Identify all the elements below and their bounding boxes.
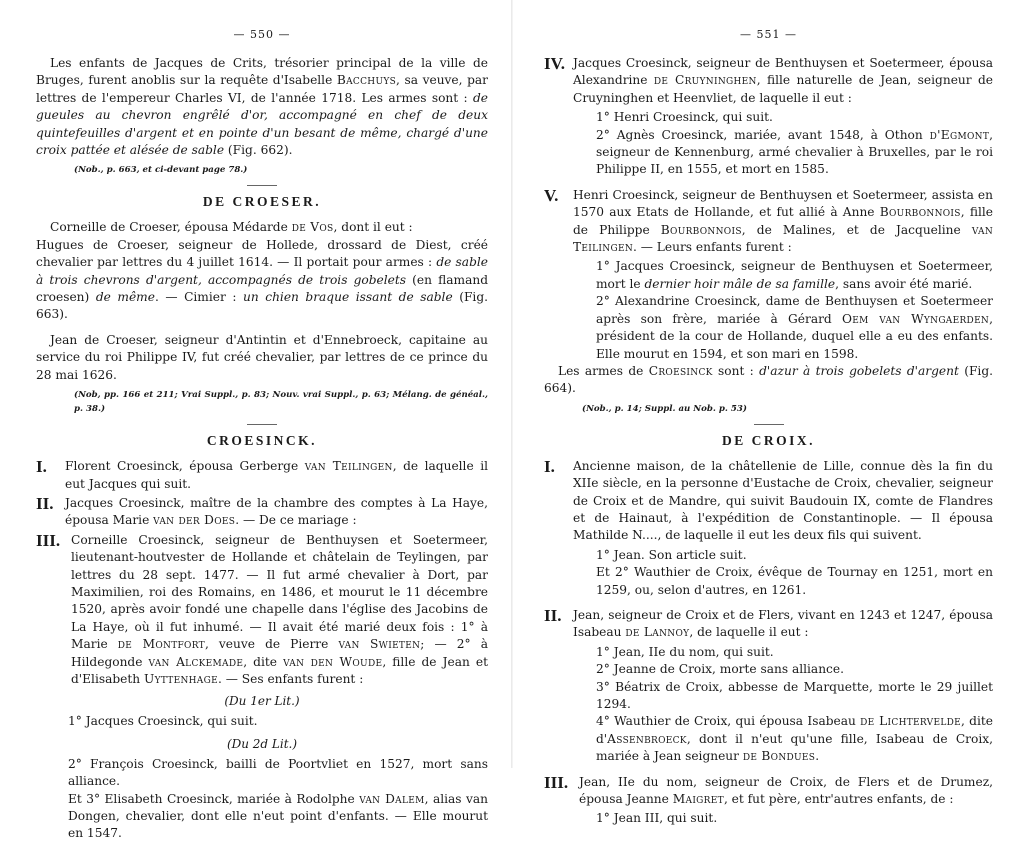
left-page-number: — 550 — [233,28,291,41]
croix-entry-1: I. Ancienne maison, de la châtellenie de Lille, connue dès la fin du XIIe siècle, en la personne d'Eustache de Croix, chevalier, seigneur de Croix et de Mandre, qui suivit Baudouin IX, comte de Flandres et de Hainaut, à l'expédition de Constantinople. — Il épousa Mathilde N...., de laquelle il eut les deux fils qui suivent. [544,456,993,543]
child-francois: 2° François Croesinck, bailli de Poortvliet en 1527, mort sans alliance. [68,756,488,789]
croeser-hugues-paragraph: Hugues de Croeser, seigneur de Hollede, drossard de Diest, créé chevalier par lettres du 4 juillet 1614. — Il portait pour armes : de sable à trois chevrons d'argent, accompagnés de trois gobelets (en flamand croesen) de même. — Cimier : un chien braque issant de sable (Fig. 663). [36,237,488,322]
croeser-line-1: Corneille de Croeser, épousa Médarde de Vos, dont il eut : [50,220,413,235]
croeser-jean-paragraph: Jean de Croeser, seigneur d'Antintin et d'Ennebroeck, capitaine au service du roi Philippe IV, fut créé chevalier, par lettres de ce prince du 28 mai 1626. [36,332,488,382]
child-elisabeth: Et 3° Elisabeth Croesinck, mariée à Rodolphe van Dalem, alias van Dongen, chevalier, dont elle n'eut point d'enfants. — Elle mourut en 1547. [68,791,488,841]
child-jean-iii: 1° Jean III, qui suit. [596,811,718,826]
child-beatrix: 3° Béatrix de Croix, abbesse de Marquette, morte le 29 juillet 1294. [596,679,993,711]
child-alexandrine: 2° Alexandrine Croesinck, dame de Benthuysen et Soetermeer après son frère, mariée à Gérard Oem van Wyngaerden, président de la cour de Hollande, duquel elle a eu des enfants. Elle mourut en 1594, et son mari en 1598. [596,294,993,361]
child-wauthier: Et 2° Wauthier de Croix, évêque de Tournay en 1251, mort en 1259, ou, selon d'autres, en 1261. [596,565,993,597]
section-divider [247,424,277,425]
child-henri: 1° Henri Croesinck, qui suit. [596,110,773,125]
child-jeanne: 2° Jeanne de Croix, morte sans alliance. [596,662,844,677]
child-jean: 1° Jean. Son article suit. [596,547,747,562]
child-wauthier-4: 4° Wauthier de Croix, qui épousa Isabeau de Lichtervelde, dite d'Assenbroeck, dont il n'eut qu'une fille, Isabeau de Croix, mariée à Jean seigneur de Bondues. [596,714,993,764]
child-jacques-last: 1° Jacques Croesinck, seigneur de Benthuysen et Soetermeer, mort le dernier hoir mâle de sa famille, sans avoir été marié. [596,259,993,291]
croesinck-reference: (Nob., p. 14; Suppl. au Nob. p. 53) [582,403,747,414]
croesinck-arms: Les armes de Croesinck sont : d'azur à trois gobelets d'argent (Fig. 664). [544,363,993,396]
croesinck-entry-5: V. Henri Croesinck, seigneur de Benthuysen et Soetermeer, assista en 1570 aux Etats de Hollande, et fut allié à Anne Bourbonnois, fille de Philippe Bourbonnois, de Malines, et de Jacqueline van Teilingen. — Leurs enfants furent : [544,185,994,255]
crits-reference: (Nob., p. 663, et ci-devant page 78.) [74,165,248,176]
second-marriage-heading: (Du 2d Lit.) [226,736,298,751]
section-divider [754,424,784,425]
croix-entry-2: II. Jean, seigneur de Croix et de Flers, vivant en 1243 et 1247, épousa Isabeau de Lannoy, de laquelle il eut : [544,605,993,640]
section-title-de-croix: DE CROIX. [721,432,815,448]
left-page [0,0,512,841]
croeser-reference: (Nob, pp. 166 et 211; Vrai Suppl., p. 83; Nouv. vrai Suppl., p. 63; Mélang. de généal., p. 38.) [74,390,488,415]
right-page [512,0,1023,826]
croesinck-entry-3: III. Corneille Croesinck, seigneur de Benthuysen et Soetermeer, lieutenant-houtvester de Hollande et châtelain de Teylingen, par lettres du 28 sept. 1477. — Il fut armé chevalier à Dort, par Maximilien, roi des Romains, en 1486, et mourut le 11 décembre 1520, après avoir fondé une chapelle dans l'église des Jacobins de La Haye, où il fut inhumé. — Il avait été marié deux fois : 1° à Marie de Montfort, veuve de Pierre van Swieten; — 2° à Hildegonde van Alckemade, dite van den Woude, fille de Jean et d'Elisabeth Uyttenhage. — Ses enfants furent : [36,530,488,686]
croesinck-entry-2: II. Jacques Croesinck, maître de la chambre des comptes à La Haye, épousa Marie van der Does. — De ce mariage : [36,493,488,528]
section-title-croesinck: CROESINCK. [206,433,318,449]
first-marriage-heading: (Du 1er Lit.) [224,694,300,709]
croesinck-entry-1: I. Florent Croesinck, épousa Gerberge van Teilingen, de laquelle il eut Jacques qui suit. [36,457,488,491]
section-divider [247,185,277,186]
croix-entry-3: III. Jean, IIe du nom, seigneur de Croix, de Flers et de Drumez, épousa Jeanne Maigret, et fut père, entr'autres enfants, de : [544,772,993,807]
child-jacques: 1° Jacques Croesinck, qui suit. [68,714,258,729]
section-title-de-croeser: DE CROESER. [202,194,322,210]
child-jean-ii: 1° Jean, IIe du nom, qui suit. [596,644,774,659]
right-page-number: — 551 — [740,28,797,41]
child-agnes: 2° Agnès Croesinck, mariée, avant 1548, à Othon d'Egmont, seigneur de Kennenburg, armé chevalier à Bruxelles, par le roi Philippe II, en 1555, et mort en 1585. [596,127,993,177]
croesinck-entry-4: IV. Jacques Croesinck, seigneur de Benthuysen et Soetermeer, épousa Alexandrine de Cruyninghen, fille naturelle de Jean, seigneur de Cruyninghen et Heenvliet, de laquelle il eut : [544,54,993,105]
crits-paragraph: Les enfants de Jacques de Crits, trésorier principal de la ville de Bruges, furent anoblis sur la requête d'Isabelle Bacchuys, sa veuve, par lettres de l'empereur Charles VI, de l'année 1718. Les armes sont : de gueules au chevron engrêlé d'or, accompagné en chef de deux quintefeuilles d'argent et en pointe d'un besant de même, chargé d'une croix pattée et alésée de sable (Fig. 662). [36,56,488,158]
